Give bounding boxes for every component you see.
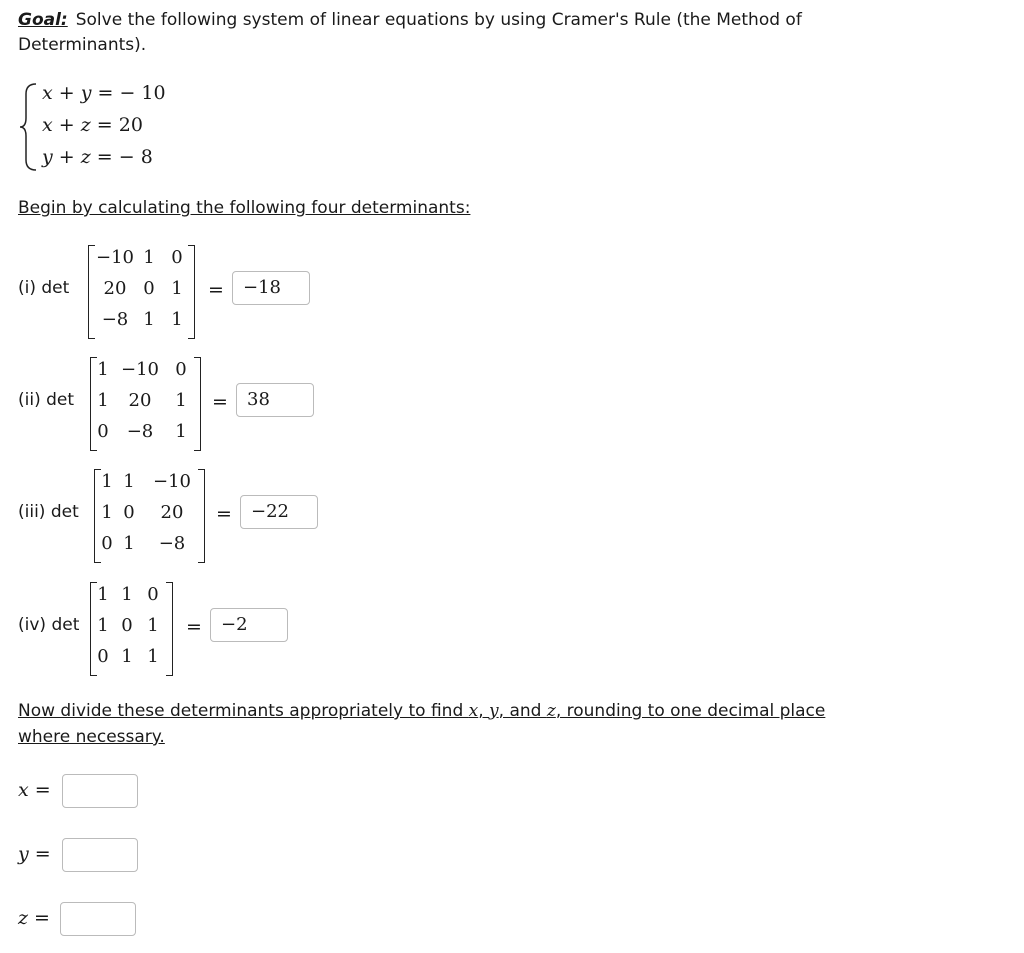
z-label: [18, 907, 50, 929]
matrix-cell: −8: [101, 309, 129, 330]
equation-2-rhs: 20: [118, 114, 143, 136]
z-symbol: z: [18, 907, 29, 929]
matrix-cell: 0: [143, 278, 155, 299]
var-x: x: [468, 701, 479, 721]
equation-2-lhs: x + z =: [42, 114, 113, 136]
x-symbol: x: [18, 779, 29, 801]
instruction-determinants: Begin by calculating the following four determinants:: [18, 198, 471, 218]
z-answer-input[interactable]: [60, 902, 136, 936]
equals-sign: =: [34, 843, 51, 865]
matrix-cell: 1: [175, 390, 187, 411]
equation-1-rhs: − 10: [119, 82, 166, 104]
matrix-cell: 0: [121, 615, 133, 636]
instruction-part2: , rounding to one decimal place where necessary.: [18, 701, 826, 747]
matrix-cell: −10: [121, 359, 159, 380]
equals-sign: =: [208, 279, 224, 301]
matrix-cell: −8: [126, 421, 154, 442]
determinant-4-answer[interactable]: −2: [210, 608, 288, 642]
matrix-cell: 0: [171, 247, 183, 268]
matrix-cell: 1: [121, 646, 133, 667]
left-brace-icon: [18, 82, 40, 172]
matrix-cell: 1: [147, 615, 159, 636]
equals-sign: =: [34, 779, 51, 801]
equation-3-rhs: − 8: [118, 146, 153, 168]
right-bracket: [188, 245, 195, 339]
instruction-sep1: ,: [478, 701, 490, 721]
matrix-cell: 1: [97, 359, 109, 380]
y-symbol: y: [18, 843, 29, 865]
equation-2: [42, 114, 143, 136]
var-y: y: [489, 701, 499, 721]
matrix-cell: 0: [123, 502, 135, 523]
determinant-2-answer[interactable]: 38: [236, 383, 314, 417]
equation-1: [42, 82, 166, 104]
right-bracket: [198, 469, 205, 563]
matrix-cell: 1: [97, 615, 109, 636]
matrix-cell: 1: [101, 502, 113, 523]
goal-label: Goal:: [18, 10, 68, 30]
matrix-cell: 1: [123, 533, 135, 554]
goal-statement: [18, 8, 818, 58]
x-label: [18, 779, 51, 801]
equation-3: [42, 146, 153, 168]
equation-3-lhs: y + z =: [42, 146, 113, 168]
equals-sign: =: [216, 503, 232, 525]
equals-sign: =: [186, 616, 202, 638]
matrix-cell: −8: [158, 533, 186, 554]
matrix-cell: 1: [101, 471, 113, 492]
matrix-cell: 1: [175, 421, 187, 442]
left-bracket: [88, 245, 95, 339]
determinant-label: (iii) det: [18, 502, 79, 522]
y-answer-input[interactable]: [62, 838, 138, 872]
determinant-3-answer[interactable]: −22: [240, 495, 318, 529]
matrix-cell: −10: [96, 247, 134, 268]
matrix-cell: 1: [123, 471, 135, 492]
x-answer-input[interactable]: [62, 774, 138, 808]
matrix-cell: 20: [103, 278, 127, 299]
right-bracket: [194, 357, 201, 451]
matrix-cell: 0: [147, 584, 159, 605]
determinant-label: (ii) det: [18, 390, 75, 410]
determinant-label: (i) det: [18, 278, 70, 298]
goal-text: Solve the following system of linear equations by using Cramer's Rule (the Method of Determinants).: [18, 10, 802, 55]
matrix-cell: 0: [175, 359, 187, 380]
matrix-cell: 1: [171, 278, 183, 299]
determinant-label: (iv) det: [18, 615, 80, 635]
matrix-cell: 1: [121, 584, 133, 605]
equals-sign: =: [34, 907, 50, 929]
matrix-cell: 1: [143, 247, 155, 268]
matrix-cell: 0: [97, 421, 109, 442]
determinant-1-answer[interactable]: −18: [232, 271, 310, 305]
instruction-sep2: , and: [498, 701, 547, 721]
right-bracket: [166, 582, 173, 676]
matrix-cell: 1: [147, 646, 159, 667]
var-z: z: [546, 701, 556, 721]
instruction-part1: Now divide these determinants appropriately to find: [18, 701, 469, 721]
matrix-cell: 1: [171, 309, 183, 330]
matrix-cell: 0: [101, 533, 113, 554]
matrix-cell: 20: [160, 502, 184, 523]
matrix-cell: 20: [128, 390, 152, 411]
matrix-cell: 1: [143, 309, 155, 330]
equation-1-lhs: x + y =: [42, 82, 114, 104]
y-label: [18, 843, 51, 865]
instruction-solve: [18, 698, 828, 750]
matrix-cell: −10: [153, 471, 191, 492]
equals-sign: =: [212, 391, 228, 413]
matrix-cell: 1: [97, 390, 109, 411]
matrix-cell: 0: [97, 646, 109, 667]
matrix-cell: 1: [97, 584, 109, 605]
